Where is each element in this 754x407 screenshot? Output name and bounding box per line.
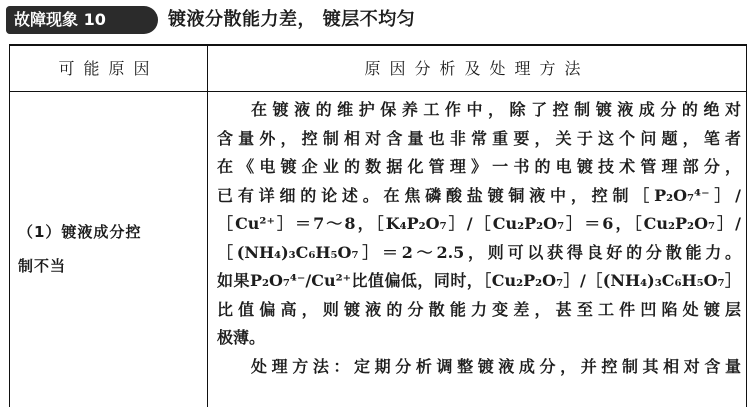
analysis-line: ［Cu²⁺］＝7～8，［K₄P₂O₇］/［Cu₂P₂O₇］＝6，［Cu₂P₂O₇］/: [217, 214, 741, 233]
analysis-line: ［(NH₄)₃C₆H₅O₇］＝2～2.5，则可以获得良好的分散能力。: [217, 242, 741, 262]
method-line: [217, 353, 741, 382]
column-header-analysis: 原因分析及处理方法: [364, 59, 590, 78]
cause-text-line: 制不当: [18, 257, 67, 275]
analysis-line: 含量外，控制相对含量也非常重要，关于这个问题，笔者: [217, 128, 741, 148]
analysis-line: 已有详细的论述。在焦磷酸盐镀铜液中，控制［P₂O₇⁴⁻］/: [217, 185, 741, 205]
method-text: 定期分析调整镀液成分，并控制其相对含量: [354, 356, 741, 376]
column-header-cause: 可能原因: [58, 59, 159, 78]
analysis-line: 在《电镀企业的数据化管理》一书的电镀技术管理部分，: [217, 157, 741, 176]
fault-header: [6, 6, 746, 34]
analysis-line: 比值偏高，则镀液的分散能力变差，甚至工件凹陷处镀层: [217, 299, 741, 319]
fault-table: [9, 44, 747, 407]
analysis-line: 如果P₂O₇⁴⁻/Cu²⁺比值偏低，同时，［Cu₂P₂O₇］/［(NH₄)₃C₆H₅O₇］: [217, 271, 741, 290]
analysis-cell: [217, 96, 741, 381]
analysis-line: 在镀液的维护保养工作中，除了控制镀液成分的绝对: [251, 100, 741, 119]
fault-number-badge: 故障现象 10: [6, 6, 158, 34]
cause-text-line: （1）镀液成分控: [18, 223, 142, 241]
cause-cell: [18, 215, 200, 283]
fault-title: 镀液分散能力差， 镀层不均匀: [168, 9, 416, 30]
method-label: 处理方法：: [251, 356, 355, 376]
header-divider: [10, 91, 746, 92]
analysis-line: 极薄。: [217, 328, 266, 347]
column-divider: [207, 46, 208, 407]
